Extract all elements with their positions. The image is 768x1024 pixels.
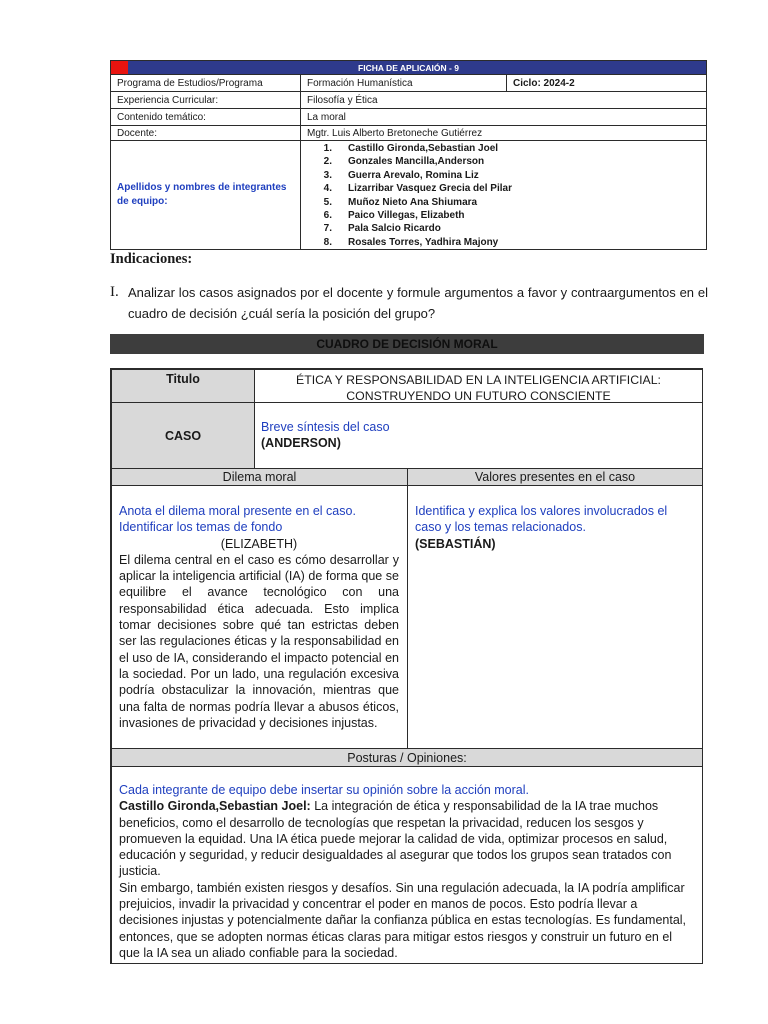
opinion-author: Castillo Gironda,Sebastian Joel: bbox=[119, 799, 311, 814]
topic-row bbox=[111, 109, 706, 126]
opinion-text-1: La integración de ética y responsabilidad de la IA trae muchos beneficios, como el desarrollo de tecnologías que respetan la privacidad, reducen los sesgos y promueven la equidad. Una IA ética puede mejorar la calidad de vida, optimizar procesos en salud, educación y seguridad, y reducir desigualdades al asegurar que todos los grupos sean tratados con justicia. bbox=[119, 799, 672, 879]
members-cell bbox=[301, 141, 706, 249]
dilemma-author: (ELIZABETH) bbox=[220, 536, 298, 551]
opinion-paragraph-1 bbox=[119, 798, 694, 879]
program-value: Formación Humanística bbox=[301, 75, 507, 91]
title-value-cell bbox=[254, 369, 703, 403]
decision-table bbox=[110, 368, 703, 964]
case-prompt: Breve síntesis del caso bbox=[261, 420, 390, 434]
teacher-label: Docente: bbox=[111, 126, 301, 140]
member-item: 6. Paico Villegas, Elizabeth bbox=[323, 209, 465, 221]
program-label: Programa de Estudios/Programa bbox=[111, 75, 301, 91]
form-title: FICHA DE APLICAIÓN - 9 bbox=[358, 63, 459, 73]
form-title-bar bbox=[111, 61, 706, 75]
member-item: 8. Rosales Torres, Yadhira Majony bbox=[323, 236, 499, 248]
dilemma-text: El dilema central en el caso es cómo desarrollar y aplicar la inteligencia artificial (IA) de forma que se equilibre el avance tecnológico con una responsabilidad ética adecuada. Esto implica tomar decisiones sobre qué tan estrictas deben ser las regulaciones éticas y la responsabilidad en el uso de IA, considerando el impacto potencial en la sociedad. Por un lado, una regulación excesiva podría obstaculizar la innovación, mientras que una falta de normas podría llevar a abusos éticos, invasiones de privacidad y decisiones injustas. bbox=[119, 552, 399, 730]
title-label-cell bbox=[111, 369, 255, 403]
case-title-line2: CONSTRUYENDO UN FUTURO CONSCIENTE bbox=[346, 389, 611, 403]
indications-text: Analizar los casos asignados por el docente y formule argumentos a favor y contraargumentos en el cuadro de decisión ¿cuál sería la posición del grupo? bbox=[128, 285, 708, 321]
program-row bbox=[111, 75, 706, 92]
course-row bbox=[111, 92, 706, 109]
member-item: 1. Castillo Gironda,Sebastian Joel bbox=[323, 143, 499, 154]
dilemma-header-cell bbox=[111, 468, 408, 486]
course-label: Experiencia Curricular: bbox=[111, 92, 301, 108]
members-row bbox=[111, 141, 706, 249]
topic-value: La moral bbox=[307, 111, 346, 123]
indications-item bbox=[110, 282, 708, 324]
values-author: (SEBASTIÁN) bbox=[415, 536, 496, 551]
dilemma-prompt: Anota el dilema moral presente en el caso. Identificar los temas de fondo bbox=[119, 504, 356, 535]
member-item: 5. Muñoz Nieto Ana Shiumara bbox=[323, 196, 478, 208]
member-item: 7. Pala Salcio Ricardo bbox=[323, 223, 441, 235]
cycle-value: Ciclo: 2024-2 bbox=[513, 77, 575, 89]
postures-prompt: Cada integrante de equipo debe insertar su opinión sobre la acción moral. bbox=[119, 783, 529, 797]
postures-header-cell bbox=[111, 748, 703, 767]
values-header: Valores presentes en el caso bbox=[474, 470, 636, 484]
title-label: Titulo bbox=[166, 372, 200, 386]
header-table bbox=[110, 60, 707, 250]
case-value-cell bbox=[254, 402, 703, 469]
teacher-value: Mgtr. Luis Alberto Bretoneche Gutiérrez bbox=[307, 127, 483, 139]
course-value: Filosofía y Ética bbox=[307, 94, 378, 106]
members-label: Apellidos y nombres de integrantes de equipo: bbox=[111, 141, 301, 249]
opinion-paragraph-2: Sin embargo, también existen riesgos y desafíos. Sin una regulación adecuada, la IA podría amplificar prejuicios, invadir la privacidad y concentrar el poder en manos de pocos. Esto podría llevar a decisiones injustas y potencialmente dañar la confianza pública en estas tecnologías. Es fundamental, entonces, que se adopten normas éticas claras para mitigar estos riesgos y construir un futuro en el que la IA sea un aliado confiable para la sociedad. bbox=[119, 880, 687, 960]
member-item: 3. Guerra Arevalo, Romina Liz bbox=[323, 169, 479, 181]
case-label: CASO bbox=[164, 428, 202, 443]
dilemma-header: Dilema moral bbox=[222, 470, 297, 484]
case-title-line1: ÉTICA Y RESPONSABILIDAD EN LA INTELIGENCIA ARTIFICIAL: bbox=[296, 373, 661, 387]
red-marker bbox=[111, 61, 128, 74]
postures-body-cell bbox=[111, 766, 703, 964]
dilemma-body-cell bbox=[111, 485, 408, 749]
values-prompt: Identifica y explica los valores involucrados el caso y los temas relacionados. bbox=[415, 504, 668, 535]
indications-roman: I. bbox=[110, 284, 119, 300]
case-label-cell bbox=[111, 402, 255, 469]
topic-label: Contenido temático: bbox=[111, 109, 301, 125]
case-author: (ANDERSON) bbox=[261, 436, 341, 451]
decision-banner: CUADRO DE DECISIÓN MORAL bbox=[110, 334, 704, 354]
member-item: 4. Lizarribar Vasquez Grecia del Pilar bbox=[323, 183, 512, 195]
members-list bbox=[301, 142, 706, 249]
indications-title: Indicaciones: bbox=[110, 251, 193, 267]
postures-header: Posturas / Opiniones: bbox=[347, 750, 467, 765]
teacher-row bbox=[111, 126, 706, 141]
member-item: 2. Gonzales Mancilla,Anderson bbox=[323, 156, 485, 168]
values-header-cell bbox=[407, 468, 703, 486]
values-body-cell bbox=[407, 485, 703, 749]
